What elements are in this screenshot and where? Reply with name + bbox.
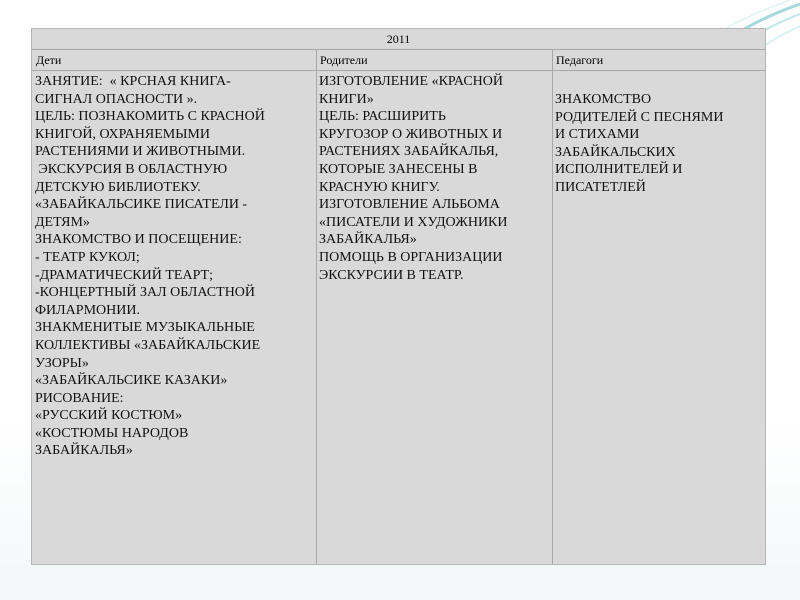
- cell-text-line: РАСТЕНИЯХ ЗАБАЙКАЛЬЯ,: [319, 144, 499, 160]
- cell-text-line: -КОНЦЕРТНЫЙ ЗАЛ ОБЛАСТНОЙ: [35, 285, 256, 301]
- header-parents: Родители: [320, 53, 368, 67]
- cell-text-line: «РУССКИЙ КОСТЮМ»: [35, 408, 183, 424]
- cell-text-line: ЗНАКОМСТВО И ПОСЕЩЕНИЕ:: [35, 232, 242, 248]
- header-teachers: Педагоги: [556, 53, 604, 67]
- cell-children-activities: [32, 71, 316, 460]
- plan-table: [31, 28, 766, 565]
- cell-text-line: ЦЕЛЬ: РАСШИРИТЬ: [319, 109, 446, 125]
- cell-text-line: РОДИТЕЛЕЙ С ПЕСНЯМИ: [555, 109, 724, 125]
- cell-text-line: КНИГИ»: [319, 91, 374, 107]
- cell-text-line: «КОСТЮМЫ НАРОДОВ: [35, 425, 189, 441]
- cell-text-line: - ТЕАТР КУКОЛ;: [35, 249, 140, 265]
- cell-text-line: ЗАНЯТИЕ: « КРСНАЯ КНИГА-: [35, 74, 231, 89]
- cell-text-line: ЦЕЛЬ: ПОЗНАКОМИТЬ С КРАСНОЙ: [35, 109, 265, 125]
- cell-text-line: КОЛЛЕКТИВЫ «ЗАБАЙКАЛЬСКИЕ: [35, 337, 261, 353]
- cell-text-line: КРУГОЗОР О ЖИВОТНЫХ И: [319, 126, 503, 142]
- cell-text-line: И СТИХАМИ: [555, 127, 640, 143]
- cell-text-line: ЗНАКМЕНИТЫЕ МУЗЫКАЛЬНЫЕ: [35, 320, 255, 336]
- cell-text-line: ПИСАТЕТЛЕЙ: [555, 179, 646, 195]
- cell-text-line: ЗАБАЙКАЛЬЯ»: [319, 232, 417, 248]
- cell-text-line: ЭКСКУРСИЯ В ОБЛАСТНУЮ: [35, 161, 228, 177]
- cell-text-line: КОТОРЫЕ ЗАНЕСЕНЫ В: [319, 161, 478, 177]
- cell-text-line: ЭКСКУРСИИ В ТЕАТР.: [319, 267, 464, 283]
- cell-text-line: УЗОРЫ»: [35, 355, 89, 371]
- content-row: [32, 71, 765, 564]
- cell-text-line: КРАСНУЮ КНИГУ.: [319, 179, 440, 195]
- cell-text-line: СИГНАЛ ОПАСНОСТИ ».: [35, 91, 198, 107]
- cell-text-line: ДЕТЯМ»: [35, 214, 90, 230]
- cell-text-line: РАСТЕНИЯМИ И ЖИВОТНЫМИ.: [35, 144, 246, 160]
- cell-text-line: ЗНАКОМСТВО: [555, 92, 652, 107]
- cell-text-line: ИЗГОТОВЛЕНИЕ АЛЬБОМА: [319, 197, 500, 213]
- cell-teachers-activities: [552, 89, 765, 197]
- cell-text-line: «ЗАБАЙКАЛЬСИКЕ ПИСАТЕЛИ -: [35, 197, 248, 213]
- cell-parents-activities: [316, 71, 552, 284]
- cell-text-line: РИСОВАНИЕ:: [35, 390, 124, 406]
- cell-text-line: «ЗАБАЙКАЛЬСИКЕ КАЗАКИ»: [35, 373, 228, 389]
- year-header: 2011: [32, 29, 765, 49]
- cell-text-line: ИСПОЛНИТЕЛЕЙ И: [555, 162, 683, 178]
- header-children: Дети: [36, 53, 62, 67]
- cell-text-line: ЗАБАЙКАЛЬЯ»: [35, 443, 133, 459]
- cell-text-line: -ДРАМАТИЧЕСКИЙ ТЕАРТ;: [35, 267, 213, 283]
- column-header-row: [32, 49, 765, 71]
- cell-text-line: ДЕТСКУЮ БИБЛИОТЕКУ.: [35, 179, 201, 195]
- cell-text-line: ИЗГОТОВЛЕНИЕ «КРАСНОЙ: [319, 74, 503, 89]
- cell-text-line: КНИГОЙ, ОХРАНЯЕМЫМИ: [35, 126, 210, 142]
- cell-text-line: «ПИСАТЕЛИ И ХУДОЖНИКИ: [319, 214, 508, 230]
- cell-text-line: ПОМОЩЬ В ОРГАНИЗАЦИИ: [319, 249, 503, 265]
- cell-text-line: ФИЛАРМОНИИ.: [35, 302, 140, 318]
- cell-text-line: ЗАБАЙКАЛЬСКИХ: [555, 144, 676, 160]
